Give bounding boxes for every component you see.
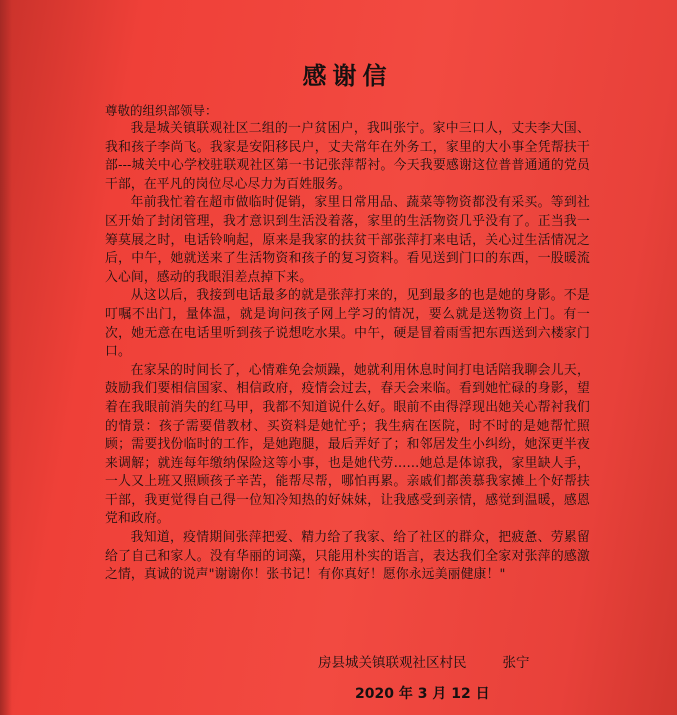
letter-date — [355, 684, 490, 704]
date-day-unit: 日 — [475, 686, 490, 702]
date-month: 3 — [417, 686, 428, 702]
letter-body — [105, 60, 590, 585]
date-year: 2020 — [355, 686, 394, 702]
paragraph-2: 年前我忙着在超市做临时促销，家里日常用品、蔬菜等物资都没有采买。等到社区开始了封闭管理，我才意识到生活没着落，家里的生活物资几乎没有了。正当我一筹莫展之时，电话铃响起，原来是我家的扶贫干部张萍打来电话，关心过生活情况之后，中午，她就送来了生活物资和孩子的复习资料。看见送到门口的东西，一股暖流入心间，感动的我眼泪差点掉下来。 — [105, 195, 590, 285]
date-day: 12 — [451, 686, 471, 702]
date-month-unit: 月 — [432, 686, 447, 702]
letter-title: 感谢信 — [302, 61, 393, 90]
signature-name: 张宁 — [502, 655, 530, 671]
paragraph-4: 在家呆的时间长了，心情难免会烦躁，她就利用休息时间打电话陪我聊会儿天，鼓励我们要相信国家、相信政府，疫情会过去，春天会来临。看到她忙碌的身影，望着在我眼前消失的红马甲，我都不知道说什么好。眼前不由得浮现出她关心帮衬我们的情景：孩子需要借教材、买资料是她忙乎；我生病在医院，时不时的是她帮忙照顾；需要找份临时的工作，是她跑腿，最后弄好了；和邻居发生小纠纷，她深更半夜来调解；就连每年缴纳保险这等小事，也是她代劳……她总是体谅我，家里缺人手，一人又上班又照顾孩子辛苦，能帮尽帮，哪怕再累。亲戚们都羡慕我家摊上个好帮扶干部，我更觉得自己得一位知冷知热的好妹妹，让我感受到亲情，感觉到温暖，感恩党和政府。 — [105, 362, 590, 527]
salutation: 尊敬的组织部领导： — [105, 103, 218, 118]
date-year-unit: 年 — [398, 686, 413, 702]
paragraph-3: 从这以后，我接到电话最多的就是张萍打来的，见到最多的也是她的身影。不是叮嘱不出门，量体温，就是询问孩子网上学习的情况，要么就是送物资上门。有一次，她无意在电话里听到孩子说想吃水果。中午，硬是冒着雨雪把东西送到六楼家门口。 — [105, 288, 590, 360]
paragraph-1: 我是城关镇联观社区二组的一户贫困户，我叫张宁。家中三口人，丈夫李大国、我和孩子李尚飞。我家是安阳移民户，丈夫常年在外务工，家里的大小事全凭帮扶干部---城关中心学校驻联观社区第一书记张萍帮衬。今天我要感谢这位普普通通的党员干部，在平凡的岗位尽心尽力为百姓服务。 — [105, 121, 590, 192]
paragraph-5: 我知道，疫情期间张萍把爱、精力给了我家、给了社区的群众，把疲惫、劳累留给了自己和家人。没有华丽的词藻，只能用朴实的语言，表达我们全家对张萍的感激之情，真诚的说声"谢谢你！张书记！有你真好！愿你永远美丽健康！" — [105, 530, 590, 583]
signature-line — [318, 653, 530, 673]
signature-org: 房县城关镇联观社区村民 — [318, 655, 467, 671]
